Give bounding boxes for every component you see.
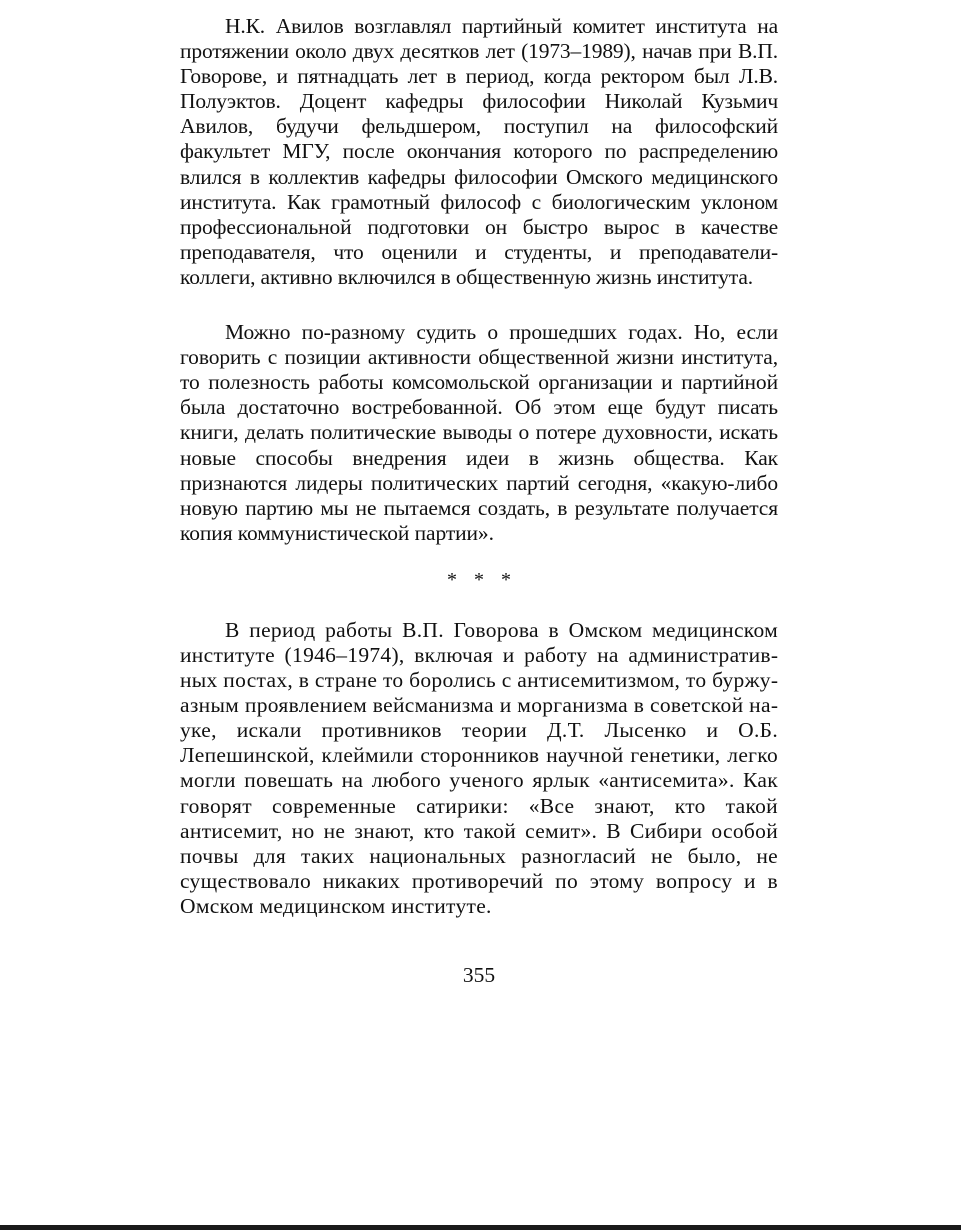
paragraph-avilov: Н.К. Авилов возглавлял партийный комитет института на протяжении около двух десятков лет (1973–1989), начав при В.П. Говорове, и пятнадцать лет в период, когда ректором был Л.В. Полуэктов. Доцент кафедры философии Николай Кузьмич Авилов, будучи фельдшером, поступил на философский факультет МГУ, после окончания которого по распределению влился в коллектив кафедры философии Омского медицинского института. Как грамотный философ с биологическим уклоном профессиональной подготовки он быстро вырос в качестве преподавателя, что оценили и студенты, и преподаватели-коллеги, активно включился в общественную жизнь института. (180, 14, 778, 289)
page-number: 355 (462, 963, 496, 987)
book-page (180, 14, 778, 988)
paragraph-govorov-period: В период работы В.П. Говорова в Омском медицинском институте (1946–1974), включая и работу на административных постах, в стране то боролись с антисемитизмом, то буржуазным проявлением вейсманизма и морганизма в советской науке, искали противников теории Д.Т. Лысенко и О.Б. Лепешинской, клеймили сторонников научной генетики, легко могли повешать на любого ученого ярлык «антисемита». Как говорят современные сатирики: «Все знают, кто такой антисемит, но не знают, кто такой семит». В Сибири особой почвы для таких национальных разногласий не было, не существовало никаких противоречий по этому вопросу и в Омском медицинском институте. (180, 617, 778, 918)
scan-bottom-edge (0, 1225, 961, 1230)
section-separator: * * * (447, 568, 517, 591)
paragraph-past-years: Можно по-разному судить о прошедших годах. Но, если говорить с позиции активности общественной жизни института, то полезность работы комсомольской организации и партийной была достаточно востребованной. Об этом еще будут писать книги, делать политические выводы о потере духовности, искать новые способы внедрения идеи в жизнь общества. Как признаются лидеры политических партий сегодня, «какую-либо новую партию мы не пытаемся создать, в результате получается копия коммунистической партии». (180, 320, 778, 545)
